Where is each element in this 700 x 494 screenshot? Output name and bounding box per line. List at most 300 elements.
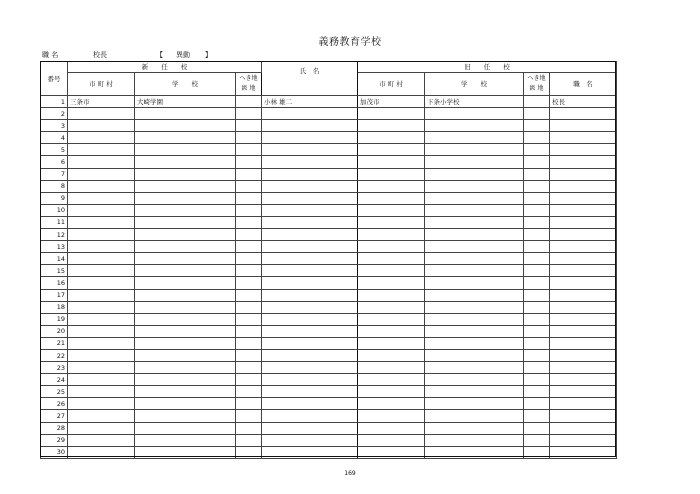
- row-old-city: [358, 253, 425, 265]
- row-old-school: [425, 422, 524, 434]
- row-school: [135, 301, 236, 313]
- table-row: [41, 216, 617, 228]
- row-old-remote: [524, 192, 550, 204]
- row-number: 10: [41, 204, 68, 216]
- table-row: [41, 301, 617, 313]
- row-remote: [236, 168, 262, 180]
- row-old-school: [425, 180, 524, 192]
- row-old-remote: [524, 144, 550, 156]
- row-old-city: [358, 192, 425, 204]
- row-school: [135, 337, 236, 349]
- row-job: [550, 120, 617, 132]
- table-row: [41, 265, 617, 277]
- row-old-school: [425, 362, 524, 374]
- header-number: 番号: [41, 62, 68, 96]
- row-old-remote: [524, 108, 550, 120]
- row-job: [550, 168, 617, 180]
- row-school: [135, 434, 236, 446]
- row-remote: [236, 398, 262, 410]
- row-remote: [236, 265, 262, 277]
- table-row: [41, 422, 617, 434]
- row-number: 23: [41, 362, 68, 374]
- row-number: 22: [41, 349, 68, 361]
- header-city: 市 町 村: [68, 73, 135, 96]
- row-old-school: [425, 204, 524, 216]
- row-name: [262, 277, 358, 289]
- row-number: 15: [41, 265, 68, 277]
- row-number: 26: [41, 398, 68, 410]
- row-old-city: 加茂市: [358, 96, 425, 108]
- row-school: [135, 265, 236, 277]
- row-city: [68, 132, 135, 144]
- row-remote: [236, 374, 262, 386]
- table-row: [41, 192, 617, 204]
- row-old-city: [358, 313, 425, 325]
- row-remote: [236, 192, 262, 204]
- row-job: [550, 156, 617, 168]
- row-name: [262, 265, 358, 277]
- table-row: [41, 434, 617, 446]
- row-number: 21: [41, 337, 68, 349]
- row-name: [262, 216, 358, 228]
- row-remote: [236, 362, 262, 374]
- row-number: 8: [41, 180, 68, 192]
- transfer-table: [40, 61, 617, 459]
- row-school: [135, 108, 236, 120]
- row-city: [68, 325, 135, 337]
- row-number: 13: [41, 241, 68, 253]
- row-city: [68, 434, 135, 446]
- row-job: [550, 241, 617, 253]
- row-name: [262, 289, 358, 301]
- row-old-school: [425, 374, 524, 386]
- row-name: [262, 410, 358, 422]
- table-row: [41, 180, 617, 192]
- row-city: [68, 120, 135, 132]
- table-row: [41, 410, 617, 422]
- row-number: 11: [41, 216, 68, 228]
- row-remote: [236, 156, 262, 168]
- row-number: 18: [41, 301, 68, 313]
- row-old-school: [425, 253, 524, 265]
- table-row: [41, 374, 617, 386]
- row-name: [262, 168, 358, 180]
- row-old-school: [425, 229, 524, 241]
- row-remote: [236, 313, 262, 325]
- row-remote: [236, 120, 262, 132]
- row-remote: [236, 337, 262, 349]
- row-old-city: [358, 229, 425, 241]
- row-old-remote: [524, 265, 550, 277]
- row-city: [68, 192, 135, 204]
- row-city: [68, 289, 135, 301]
- header-remote-b: 級 地: [241, 85, 256, 92]
- row-school: [135, 277, 236, 289]
- meta-position: 校長: [93, 51, 107, 59]
- row-old-remote: [524, 216, 550, 228]
- row-old-city: [358, 337, 425, 349]
- table-row: [41, 204, 617, 216]
- row-name: [262, 434, 358, 446]
- row-name: [262, 204, 358, 216]
- row-job: [550, 349, 617, 361]
- row-old-remote: [524, 241, 550, 253]
- table-row: [41, 446, 617, 458]
- row-school: [135, 386, 236, 398]
- row-old-school: [425, 265, 524, 277]
- row-school: [135, 120, 236, 132]
- header-row-1: [41, 62, 617, 73]
- row-old-remote: [524, 132, 550, 144]
- row-old-remote: [524, 374, 550, 386]
- row-name: [262, 337, 358, 349]
- row-remote: [236, 349, 262, 361]
- row-city: [68, 229, 135, 241]
- row-school: [135, 313, 236, 325]
- row-number: 16: [41, 277, 68, 289]
- row-job: [550, 386, 617, 398]
- row-name: [262, 446, 358, 458]
- row-old-city: [358, 374, 425, 386]
- row-name: [262, 398, 358, 410]
- row-remote: [236, 144, 262, 156]
- row-name: [262, 229, 358, 241]
- row-old-school: [425, 277, 524, 289]
- row-name: [262, 108, 358, 120]
- row-city: [68, 301, 135, 313]
- row-old-city: [358, 410, 425, 422]
- row-city: [68, 446, 135, 458]
- table-row: [41, 277, 617, 289]
- row-old-remote: [524, 156, 550, 168]
- row-old-remote: [524, 301, 550, 313]
- row-old-remote: [524, 120, 550, 132]
- table-row: [41, 325, 617, 337]
- row-remote: [236, 422, 262, 434]
- row-remote: [236, 132, 262, 144]
- row-number: 12: [41, 229, 68, 241]
- row-number: 1: [41, 96, 68, 108]
- header-old-remote-a: へき地: [527, 75, 546, 82]
- row-city: [68, 265, 135, 277]
- table-row: [41, 337, 617, 349]
- row-name: [262, 132, 358, 144]
- row-city: [68, 422, 135, 434]
- row-old-remote: [524, 446, 550, 458]
- row-school: [135, 422, 236, 434]
- row-old-city: [358, 241, 425, 253]
- row-city: [68, 349, 135, 361]
- row-old-remote: [524, 313, 550, 325]
- table-row: [41, 120, 617, 132]
- table-row: [41, 349, 617, 361]
- row-old-school: [425, 120, 524, 132]
- row-old-city: [358, 156, 425, 168]
- row-old-remote: [524, 422, 550, 434]
- row-number: 6: [41, 156, 68, 168]
- row-job: [550, 132, 617, 144]
- row-old-school: [425, 386, 524, 398]
- row-old-school: [425, 108, 524, 120]
- table-row: [41, 362, 617, 374]
- row-old-school: [425, 216, 524, 228]
- meta-bracket-open: 【: [156, 51, 163, 59]
- row-old-school: [425, 434, 524, 446]
- row-old-remote: [524, 289, 550, 301]
- row-city: [68, 216, 135, 228]
- row-city: [68, 386, 135, 398]
- row-old-school: [425, 156, 524, 168]
- row-city: [68, 362, 135, 374]
- row-city: [68, 277, 135, 289]
- row-city: 三条市: [68, 96, 135, 108]
- row-job: [550, 192, 617, 204]
- row-job: [550, 434, 617, 446]
- row-job: [550, 265, 617, 277]
- row-name: [262, 180, 358, 192]
- row-old-school: [425, 398, 524, 410]
- row-number: 25: [41, 386, 68, 398]
- row-old-city: [358, 349, 425, 361]
- page-title: 義務教育学校: [318, 37, 382, 48]
- row-city: [68, 374, 135, 386]
- row-old-school: [425, 132, 524, 144]
- row-remote: [236, 204, 262, 216]
- row-remote: [236, 410, 262, 422]
- row-old-school: [425, 301, 524, 313]
- table-row: [41, 156, 617, 168]
- row-old-remote: [524, 362, 550, 374]
- row-number: 27: [41, 410, 68, 422]
- header-old-school: 旧 任 校: [358, 62, 617, 73]
- row-old-city: [358, 265, 425, 277]
- row-name: [262, 241, 358, 253]
- meta-label: 職 名: [42, 51, 59, 59]
- row-old-school: [425, 241, 524, 253]
- row-old-city: [358, 216, 425, 228]
- row-school: [135, 192, 236, 204]
- row-job: [550, 204, 617, 216]
- table-row: [41, 313, 617, 325]
- row-city: [68, 337, 135, 349]
- row-remote: [236, 289, 262, 301]
- row-old-city: [358, 301, 425, 313]
- row-name: [262, 144, 358, 156]
- row-remote: [236, 96, 262, 108]
- row-remote: [236, 386, 262, 398]
- row-city: [68, 156, 135, 168]
- row-old-city: [358, 204, 425, 216]
- row-old-city: [358, 144, 425, 156]
- row-city: [68, 144, 135, 156]
- header-remote-a: へき地: [239, 75, 258, 82]
- row-school: [135, 398, 236, 410]
- row-old-remote: [524, 96, 550, 108]
- row-school: [135, 132, 236, 144]
- row-name: [262, 386, 358, 398]
- table-row: [41, 132, 617, 144]
- row-job: [550, 144, 617, 156]
- table-row: [41, 386, 617, 398]
- row-name: [262, 301, 358, 313]
- row-remote: [236, 241, 262, 253]
- row-old-school: [425, 349, 524, 361]
- row-number: 3: [41, 120, 68, 132]
- table-row: [41, 144, 617, 156]
- row-remote: [236, 108, 262, 120]
- row-name: [262, 374, 358, 386]
- row-old-remote: [524, 337, 550, 349]
- row-school: [135, 241, 236, 253]
- row-old-remote: [524, 168, 550, 180]
- row-remote: [236, 277, 262, 289]
- row-name: [262, 313, 358, 325]
- row-city: [68, 410, 135, 422]
- row-old-school: [425, 192, 524, 204]
- row-job: 校長: [550, 96, 617, 108]
- row-old-school: [425, 446, 524, 458]
- row-old-school: [425, 313, 524, 325]
- row-remote: [236, 229, 262, 241]
- row-school: [135, 410, 236, 422]
- row-number: 20: [41, 325, 68, 337]
- row-old-school: [425, 144, 524, 156]
- row-old-remote: [524, 349, 550, 361]
- row-old-city: [358, 325, 425, 337]
- row-old-remote: [524, 398, 550, 410]
- row-school: [135, 253, 236, 265]
- row-old-city: [358, 446, 425, 458]
- row-city: [68, 398, 135, 410]
- row-job: [550, 289, 617, 301]
- row-old-city: [358, 120, 425, 132]
- row-job: [550, 180, 617, 192]
- row-city: [68, 168, 135, 180]
- row-number: 4: [41, 132, 68, 144]
- row-old-remote: [524, 325, 550, 337]
- header-old-remote: [524, 73, 550, 96]
- row-old-remote: [524, 386, 550, 398]
- row-school: [135, 216, 236, 228]
- row-remote: [236, 180, 262, 192]
- row-number: 24: [41, 374, 68, 386]
- row-old-city: [358, 132, 425, 144]
- row-number: 19: [41, 313, 68, 325]
- row-city: [68, 108, 135, 120]
- table-row: [41, 96, 617, 108]
- header-job: 職 名: [550, 73, 617, 96]
- row-number: 30: [41, 446, 68, 458]
- row-school: [135, 180, 236, 192]
- header-old-remote-b: 級 地: [529, 85, 544, 92]
- row-job: [550, 301, 617, 313]
- row-old-city: [358, 168, 425, 180]
- header-remote: [236, 73, 262, 96]
- row-school: [135, 446, 236, 458]
- row-school: 大崎学園: [135, 96, 236, 108]
- row-old-remote: [524, 434, 550, 446]
- row-job: [550, 216, 617, 228]
- row-number: 7: [41, 168, 68, 180]
- row-old-school: [425, 289, 524, 301]
- row-job: [550, 446, 617, 458]
- row-job: [550, 108, 617, 120]
- row-remote: [236, 434, 262, 446]
- row-job: [550, 229, 617, 241]
- row-name: [262, 349, 358, 361]
- table-row: [41, 398, 617, 410]
- row-name: [262, 362, 358, 374]
- row-old-city: [358, 180, 425, 192]
- row-old-remote: [524, 277, 550, 289]
- table-row: [41, 253, 617, 265]
- row-number: 28: [41, 422, 68, 434]
- row-school: [135, 156, 236, 168]
- row-name: [262, 156, 358, 168]
- row-old-school: [425, 168, 524, 180]
- row-school: [135, 229, 236, 241]
- header-new-school: 新 任 校: [68, 62, 262, 73]
- row-old-city: [358, 362, 425, 374]
- row-school: [135, 349, 236, 361]
- row-name: [262, 422, 358, 434]
- row-job: [550, 374, 617, 386]
- meta-kind: 異動: [176, 51, 190, 59]
- header-name: 氏 名: [262, 62, 358, 96]
- row-school: [135, 204, 236, 216]
- row-remote: [236, 446, 262, 458]
- meta-bracket-close: 】: [205, 51, 212, 59]
- row-old-city: [358, 398, 425, 410]
- row-name: [262, 253, 358, 265]
- row-old-remote: [524, 229, 550, 241]
- row-job: [550, 362, 617, 374]
- row-name: [262, 192, 358, 204]
- row-school: [135, 362, 236, 374]
- row-number: 5: [41, 144, 68, 156]
- row-remote: [236, 253, 262, 265]
- row-name: 小林 雄二: [262, 96, 358, 108]
- row-number: 17: [41, 289, 68, 301]
- page-number: 169: [344, 470, 356, 477]
- row-number: 14: [41, 253, 68, 265]
- row-number: 9: [41, 192, 68, 204]
- table-row: [41, 289, 617, 301]
- row-school: [135, 374, 236, 386]
- row-old-school: 下条小学校: [425, 96, 524, 108]
- row-school: [135, 168, 236, 180]
- row-old-remote: [524, 180, 550, 192]
- row-school: [135, 325, 236, 337]
- row-name: [262, 325, 358, 337]
- row-name: [262, 120, 358, 132]
- row-city: [68, 313, 135, 325]
- table-row: [41, 168, 617, 180]
- row-number: 2: [41, 108, 68, 120]
- row-job: [550, 398, 617, 410]
- row-job: [550, 410, 617, 422]
- row-old-remote: [524, 204, 550, 216]
- row-job: [550, 337, 617, 349]
- row-old-city: [358, 289, 425, 301]
- header-old-city: 市 町 村: [358, 73, 425, 96]
- table-row: [41, 241, 617, 253]
- header-school: 学 校: [135, 73, 236, 96]
- table-row: [41, 229, 617, 241]
- row-job: [550, 253, 617, 265]
- row-job: [550, 422, 617, 434]
- row-old-school: [425, 325, 524, 337]
